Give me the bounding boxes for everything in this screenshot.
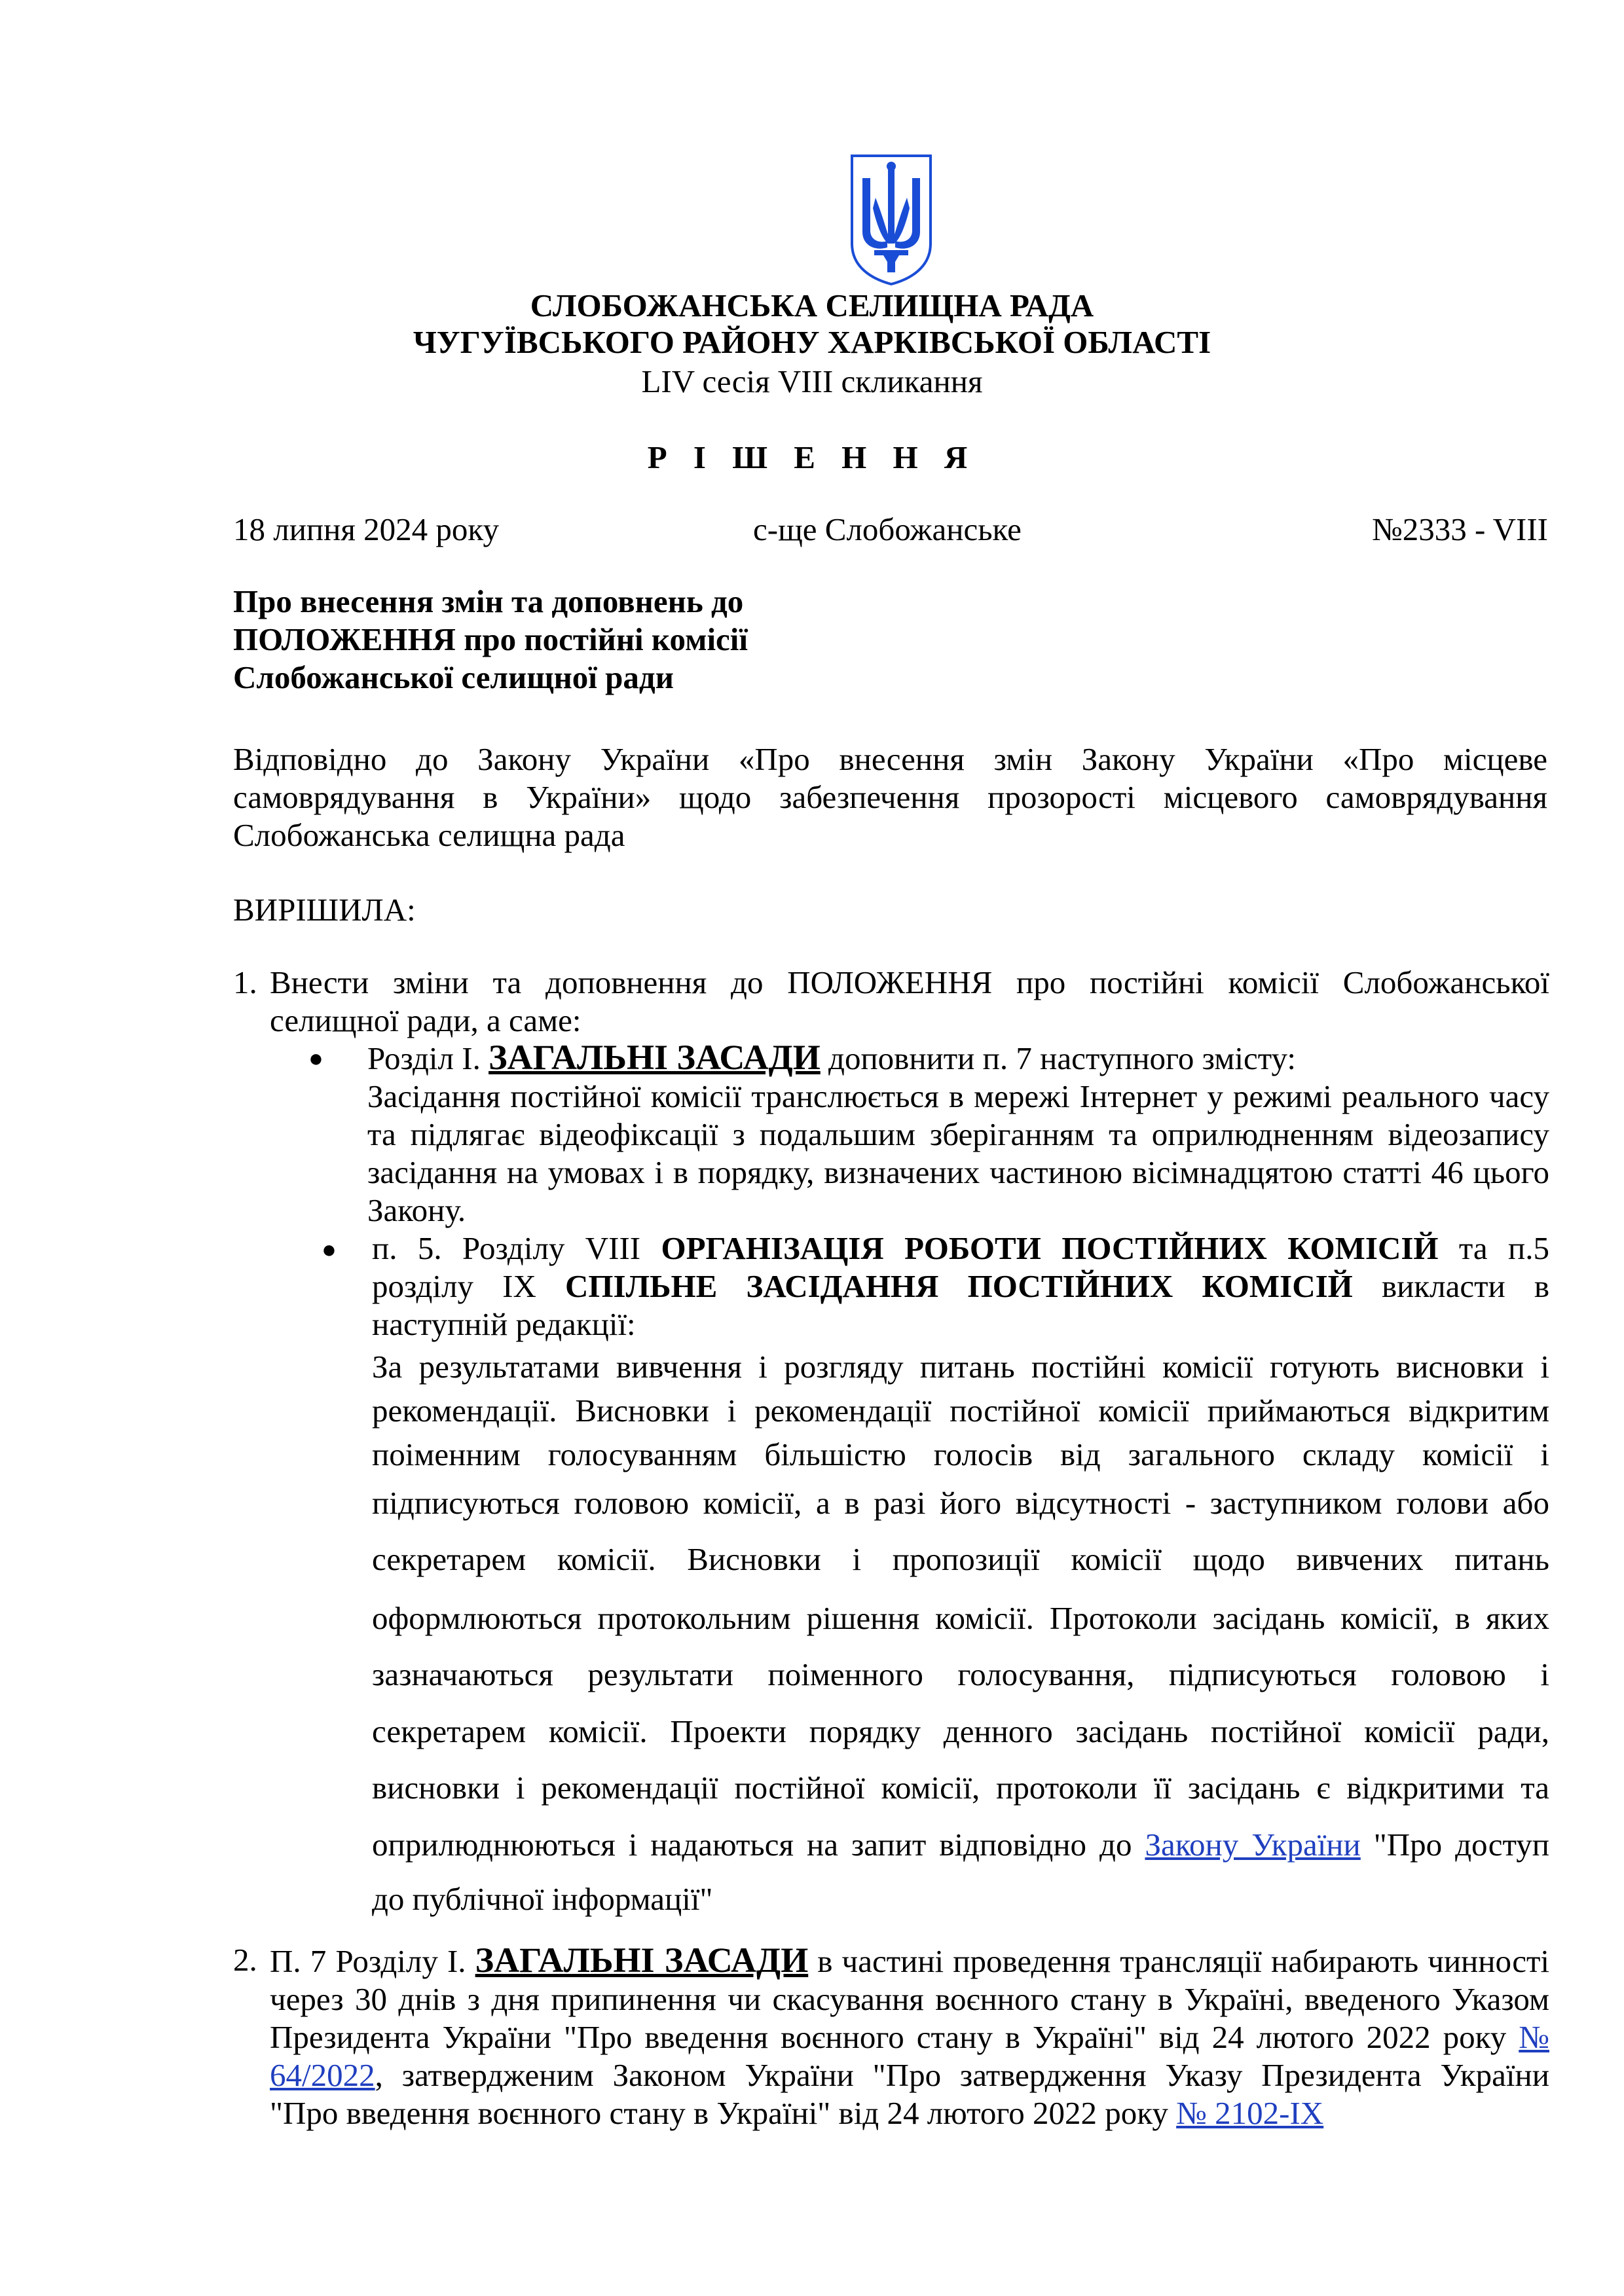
bullet-text-line <box>372 1816 1549 1874</box>
section-name: ОРГАНІЗАЦІЯ РОБОТИ ПОСТІЙНИХ КОМІСІЙ <box>661 1230 1439 1266</box>
bullet-text: та п.5 <box>1438 1230 1550 1266</box>
item-text: Президента України "Про введення воєнного стану в Україні" від 24 лютого 2022 року <box>270 2019 1519 2055</box>
bullet-text-line: поіменним голосуванням більшістю голосів від загального складу комісії і <box>372 1436 1549 1472</box>
item-text: в частині проведення трансляції набирають чинності <box>808 1943 1550 1979</box>
bullet-text-line: Засідання постійної комісії транслюється в мережі Інтернет у режимі реального часу <box>367 1078 1549 1114</box>
list-number: 2. <box>233 1942 257 1978</box>
section-name: СПІЛЬНЕ ЗАСІДАННЯ ПОСТІЙНИХ КОМІСІЙ <box>565 1268 1353 1304</box>
decision-number: №2333 - VIII <box>1371 511 1548 547</box>
bullet-text-line: підписуються головою комісії, а в разі його відсутності - заступником голови або <box>372 1485 1549 1521</box>
list-number: 1. <box>233 964 257 1000</box>
item-text-line: Внести зміни та доповнення до ПОЛОЖЕННЯ про постійні комісії Слобожанської <box>270 964 1549 1000</box>
decision-date: 18 липня 2024 року <box>233 511 500 547</box>
resolved-heading: ВИРІШИЛА: <box>233 892 416 928</box>
bullet-text-line: секретарем комісії. Висновки і пропозиції комісії щодо вивчених питань <box>372 1541 1549 1577</box>
decree-link[interactable]: № <box>1519 2019 1549 2055</box>
bullet-text-line: оформлюються протокольним рішення комісії. Протоколи засідань комісії, в яких <box>372 1600 1549 1636</box>
bullet-a <box>367 1038 1549 1230</box>
bullet-text-line: до публічної інформації" <box>372 1881 713 1917</box>
bullet-text-line: висновки і рекомендації постійної комісії, протоколи її засідань є відкритими та <box>372 1770 1549 1806</box>
preamble-line: Слобожанська селищна рада <box>233 817 625 853</box>
section-name: ЗАГАЛЬНІ ЗАСАДИ <box>475 1941 809 1980</box>
bullet-text: п. 5. Розділу VIII <box>372 1230 661 1266</box>
bullet-text-line: секретарем комісії. Проекти порядку денного засідань постійної комісії ради, <box>372 1713 1549 1749</box>
item-text: , затвердженим Законом України "Про затвердження Указу Президента України <box>375 2057 1549 2093</box>
bullet-text: викласти в <box>1352 1268 1550 1304</box>
session-line: LIV сесія VIII скликання <box>641 363 983 399</box>
item-text: "Про введення воєнного стану в Україні" від 24 лютого 2022 року <box>270 2095 1177 2131</box>
council-name: СЛОБОЖАНСЬКА СЕЛИЩНА РАДА <box>530 287 1094 323</box>
bullet-text-line: рекомендації. Висновки і рекомендації постійної комісії приймаються відкритим <box>372 1393 1549 1429</box>
bullet-text-line: засідання на умовах і в порядку, визначених частиною вісімнадцятою статті 46 цього <box>367 1154 1549 1190</box>
item-text: П. 7 Розділу І. <box>270 1943 475 1979</box>
preamble <box>233 740 1547 854</box>
preamble-line: самоврядування в України» щодо забезпечення прозорості місцевого самоврядування <box>233 779 1547 815</box>
district-name: ЧУГУЇВСЬКОГО РАЙОНУ ХАРКІВСЬКОЇ ОБЛАСТІ <box>413 324 1211 360</box>
decision-title <box>233 583 888 697</box>
bullet-text-line: Закону. <box>367 1192 466 1228</box>
law-link[interactable]: № 2102-IX <box>1176 2095 1324 2131</box>
title-line: Про внесення змін та доповнень до <box>233 583 744 619</box>
bullet-b <box>372 1230 1549 1925</box>
bullet-text: "Про доступ <box>1360 1827 1549 1863</box>
item-text-line: через 30 днів з дня припинення чи скасування воєнного стану в Україні, введеного Указом <box>270 1981 1549 2017</box>
title-line: ПОЛОЖЕННЯ про постійні комісії <box>233 621 748 657</box>
preamble-line: Відповідно до Закону України «Про внесення змін Закону України «Про місцеве <box>233 741 1547 777</box>
bullet-text-line: За результатами вивчення і розгляду питань постійні комісії готують висновки і <box>372 1349 1549 1385</box>
item-text-line: селищної ради, а саме: <box>270 1002 581 1038</box>
bullet-text-line: та підлягає відеофіксації з подальшим зберіганням та оприлюдненням відеозапису <box>367 1116 1549 1152</box>
bullet-text: розділу IX <box>372 1268 566 1304</box>
bullet-text-line: зазначаються результати поіменного голосування, підписуються головою і <box>372 1656 1549 1692</box>
bullet-prefix: Розділ І. <box>367 1040 489 1076</box>
section-name: ЗАГАЛЬНІ ЗАСАДИ <box>489 1038 821 1077</box>
law-link[interactable]: Закону України <box>1145 1827 1361 1863</box>
title-line: Слобожанської селищної ради <box>233 659 674 695</box>
bullet-text: оприлюднюються і надаються на запит відповідно до <box>372 1827 1145 1863</box>
bullet-icon: ● <box>322 1236 337 1264</box>
decree-link[interactable]: 64/2022 <box>270 2057 375 2093</box>
document-type-heading: Р І Ш Е Н Н Я <box>647 439 977 475</box>
bullet-icon: ● <box>308 1045 323 1072</box>
coat-of-arms-icon <box>848 152 934 287</box>
bullet-suffix: доповнити п. 7 наступного змісту: <box>820 1040 1296 1076</box>
decision-place: с-ще Слобожанське <box>753 511 1022 547</box>
bullet-text-line: наступній редакції: <box>372 1306 636 1342</box>
